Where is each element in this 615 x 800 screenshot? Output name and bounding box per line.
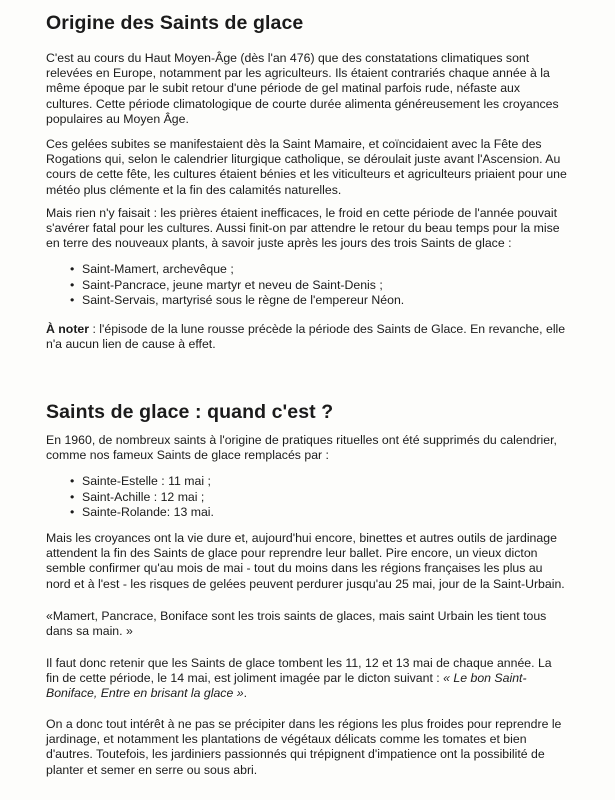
list-item: • Saint-Achille : 12 mai ; [70,490,550,506]
paragraph-gelees-subites: Ces gelées subites se manifestaient dès la Saint Mamaire, et coïncidaient avec la Fête des Rogations qui, selon le calendrier liturgique catholique, se déroulait juste avant l'Ascension. Au cours de cette fête, les cultures étaient bénies et les viticulteurs et agriculteurs priaient pour une météo plus clémente et la fin des calamités naturelles. [46,137,567,197]
note-text: : l'épisode de la lune rousse précède la période des Saints de Glace. En revanche, elle n'a aucun lien de cause à effet. [46,322,566,352]
note-label: À noter [46,322,90,336]
list-item: • Sainte-Rolande: 13 mai. [70,505,550,521]
saints-list-original [70,262,550,309]
list-item: • Saint-Pancrace, jeune martyr et neveu de Saint-Denis ; [70,278,550,294]
paragraph-jardinage: On a donc tout intérêt à ne pas se précipiter dans les régions les plus froides pour reprendre le jardinage, et notamment les plantations de végétaux délicats comme les tomates et bien d'autres. Toutefois, les jardiniers passionnés qui trépignent d'impatience ont la possibilité de planter et semer en serre ou sous abri. [46,717,562,777]
paragraph-haut-moyen-age: C'est au cours du Haut Moyen-Âge (dès l'an 476) que des constatations climatiques sont relevées en Europe, notamment par les agriculteurs. Ils étaient contrariés chaque année à la même époque par le subit retour d'une période de gel matinal parfois rude, néfaste aux cultures. Cette période climatologique de courte durée alimenta généreusement les croyances populaires au Moyen Âge. [46,51,559,126]
retenir-end: . [243,686,247,701]
retenir-text: Il faut donc retenir que les Saints de glace tombent les 11, 12 et 13 mai de chaque année. La fin de cette période, le 14 mai, est joliment imagée par le dicton suivant : [46,656,552,686]
section-title-quand: Saints de glace : quand c'est ? [46,401,334,423]
list-item: • Sainte-Estelle : 11 mai ; [70,474,550,490]
paragraph-1960: En 1960, de nombreux saints à l'origine de pratiques rituelles ont été supprimés du calendrier, comme nos fameux Saints de glace remplacés par : [46,433,557,463]
paragraph-dicton-urbain: «Mamert, Pancrace, Boniface sont les trois saints de glaces, mais saint Urbain les tient tous dans sa main. » [46,609,547,639]
list-item: • Saint-Servais, martyrisé sous le règne de l'empereur Néon. [70,293,550,309]
saints-list-replacement [70,474,550,521]
paragraph-retenir [46,656,568,702]
list-item: • Saint-Mamert, archevêque ; [70,262,550,278]
paragraph-croyances: Mais les croyances ont la vie dure et, aujourd'hui encore, binettes et autres outils de jardinage attendent la fin des Saints de glace pour reprendre leur ballet. Pire encore, un vieux dicton semble confirmer qu'au mois de mai - tout du moins dans les régions françaises les plus au nord et à l'est - les risques de gelées peuvent perdurer jusqu'au 25 mai, jour de la Saint-Urbain. [46,531,565,591]
section-title-origine: Origine des Saints de glace [46,12,304,34]
note-paragraph [46,322,568,352]
boniface-quote: « Le bon Saint-Boniface, Entre en brisant la glace » [46,671,527,701]
paragraph-prieres: Mais rien n'y faisait : les prières étaient inefficaces, le froid en cette période de l'année pouvait s'avérer fatal pour les cultures. Aussi finit-on par attendre le retour du beau temps pour la mise en terre des nouveaux plants, à savoir juste après les jours des trois Saints de glace : [46,206,560,251]
